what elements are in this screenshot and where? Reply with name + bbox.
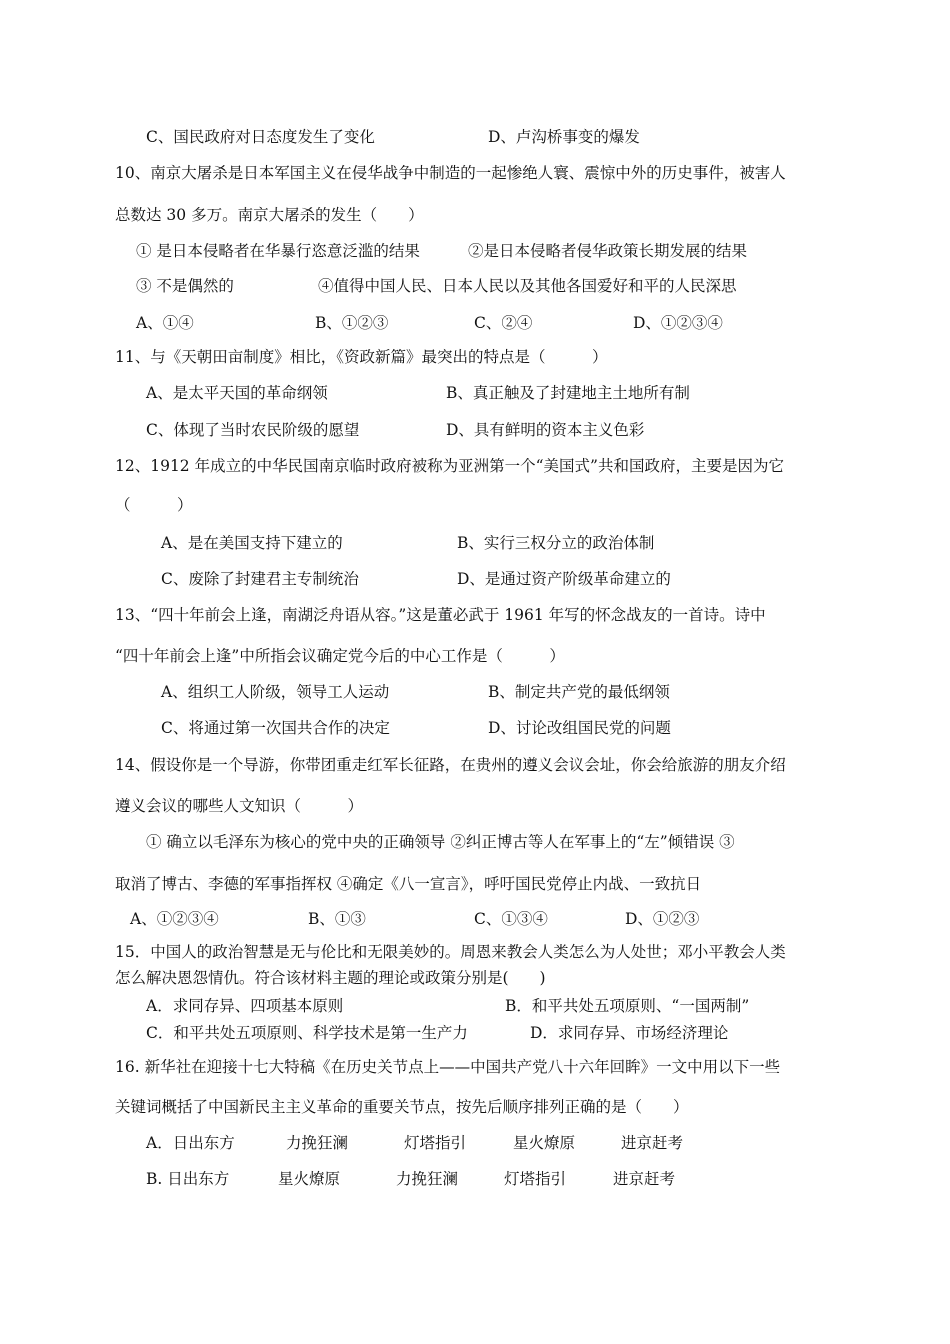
q14-statements-line2: 取消了博古、李德的军事指挥权 ④确定《八一宣言》，呼吁国民党停止内战、一致抗日: [115, 875, 702, 893]
q16-option-a-term: 进京赶考: [621, 1134, 684, 1152]
q11-option-d: D、具有鲜明的资本主义色彩: [446, 421, 645, 439]
q16-option-b-term: 灯塔指引: [504, 1170, 567, 1188]
q16-stem-line1: 16. 新华社在迎接十七大特稿《在历史关节点上——中国共产党八十六年回眸》一文中用以下一些: [115, 1058, 781, 1076]
q13-stem-line1: 13、“四十年前会上逢，南湖泛舟语从容。”这是董必武于 1961 年写的怀念战友的一首诗。诗中: [115, 606, 766, 624]
q14-stem-line1: 14、假设你是一个导游，你带团重走红军长征路，在贵州的遵义会议会址，你会给旅游的朋友介绍: [115, 756, 786, 774]
q11-stem: 11、与《天朝田亩制度》相比，《资政新篇》最突出的特点是（ ）: [115, 348, 608, 366]
q16-option-b-term: 进京赶考: [613, 1170, 676, 1188]
q16-stem-line2: 关键词概括了中国新民主主义革命的重要关节点，按先后顺序排列正确的是（ ）: [115, 1098, 689, 1116]
q12-option-c: C、废除了封建君主专制统治: [161, 570, 359, 588]
q16-option-a-term: 灯塔指引: [404, 1134, 467, 1152]
q14-option-c: C、①③④: [474, 910, 548, 928]
q13-option-c: C、将通过第一次国共合作的决定: [161, 719, 390, 737]
q14-option-b: B、①③: [308, 910, 366, 928]
q15-option-c: C．和平共处五项原则、科学技术是第一生产力: [146, 1024, 468, 1042]
q10-stem-line2: 总数达 30 多万。南京大屠杀的发生（ ）: [115, 206, 424, 224]
q12-option-d: D、是通过资产阶级革命建立的: [457, 570, 671, 588]
q11-option-c: C、体现了当时农民阶级的愿望: [146, 421, 360, 439]
q13-option-b: B、制定共产党的最低纲领: [488, 683, 670, 701]
q11-option-b: B、真正触及了封建地主土地所有制: [446, 384, 690, 402]
q10-statement-2: ②是日本侵略者侵华政策长期发展的结果: [468, 242, 748, 260]
q10-statement-4: ④值得中国人民、日本人民以及其他各国爱好和平的人民深思: [318, 277, 737, 295]
q15-option-a: A．求同存异、四项基本原则: [146, 997, 344, 1015]
q12-option-a: A、是在美国支持下建立的: [161, 534, 343, 552]
q10-option-b: B、①②③: [315, 314, 389, 332]
q16-option-a-term: 星火燎原: [513, 1134, 576, 1152]
q13-stem-line2: “四十年前会上逢”中所指会议确定党今后的中心工作是（ ）: [115, 647, 565, 665]
q10-option-d: D、①②③④: [633, 314, 723, 332]
q13-option-a: A、组织工人阶级，领导工人运动: [161, 683, 390, 701]
q16-option-a-label: A．日出东方: [146, 1134, 235, 1152]
q16-option-b-term: 星火燎原: [278, 1170, 341, 1188]
q15-option-d: D．求同存异、市场经济理论: [530, 1024, 729, 1042]
q12-stem-line1: 12、1912 年成立的中华民国南京临时政府被称为亚洲第一个“美国式”共和国政府，主要是因为它: [115, 457, 784, 475]
q12-option-b: B、实行三权分立的政治体制: [457, 534, 655, 552]
q10-option-c: C、②④: [474, 314, 533, 332]
q15-stem-line2: 怎么解决恩怨情仇。符合该材料主题的理论或政策分别是( ): [115, 969, 546, 987]
q10-option-a: A、①④: [136, 314, 194, 332]
q10-statement-3: ③ 不是偶然的: [136, 277, 234, 295]
q13-option-d: D、讨论改组国民党的问题: [488, 719, 671, 737]
q10-statement-1: ① 是日本侵略者在华暴行恣意泛滥的结果: [136, 242, 420, 260]
q9-option-d: D、卢沟桥事变的爆发: [488, 128, 640, 146]
q16-option-b-label: B. 日出东方: [146, 1170, 230, 1188]
q14-statements-line1: ① 确立以毛泽东为核心的党中央的正确领导 ②纠正博古等人在军事上的“左”倾错误 ③: [146, 833, 735, 851]
q10-stem-line1: 10、南京大屠杀是日本军国主义在侵华战争中制造的一起惨绝人寰、震惊中外的历史事件，被害人: [115, 164, 786, 182]
q15-option-b: B．和平共处五项原则、“一国两制”: [505, 997, 750, 1015]
q12-stem-line2: （ ）: [115, 496, 193, 514]
q9-option-c: C、国民政府对日态度发生了变化: [146, 128, 375, 146]
q15-stem-line1: 15．中国人的政治智慧是无与伦比和无限美妙的。周恩来教会人类怎么为人处世；邓小平教会人类: [115, 943, 786, 961]
q14-option-a: A、①②③④: [130, 910, 219, 928]
q11-option-a: A、是太平天国的革命纲领: [146, 384, 328, 402]
q14-option-d: D、①②③: [625, 910, 700, 928]
q16-option-b-term: 力挽狂澜: [396, 1170, 459, 1188]
q16-option-a-term: 力挽狂澜: [286, 1134, 349, 1152]
q14-stem-line2: 遵义会议的哪些人文知识（ ）: [115, 797, 364, 815]
